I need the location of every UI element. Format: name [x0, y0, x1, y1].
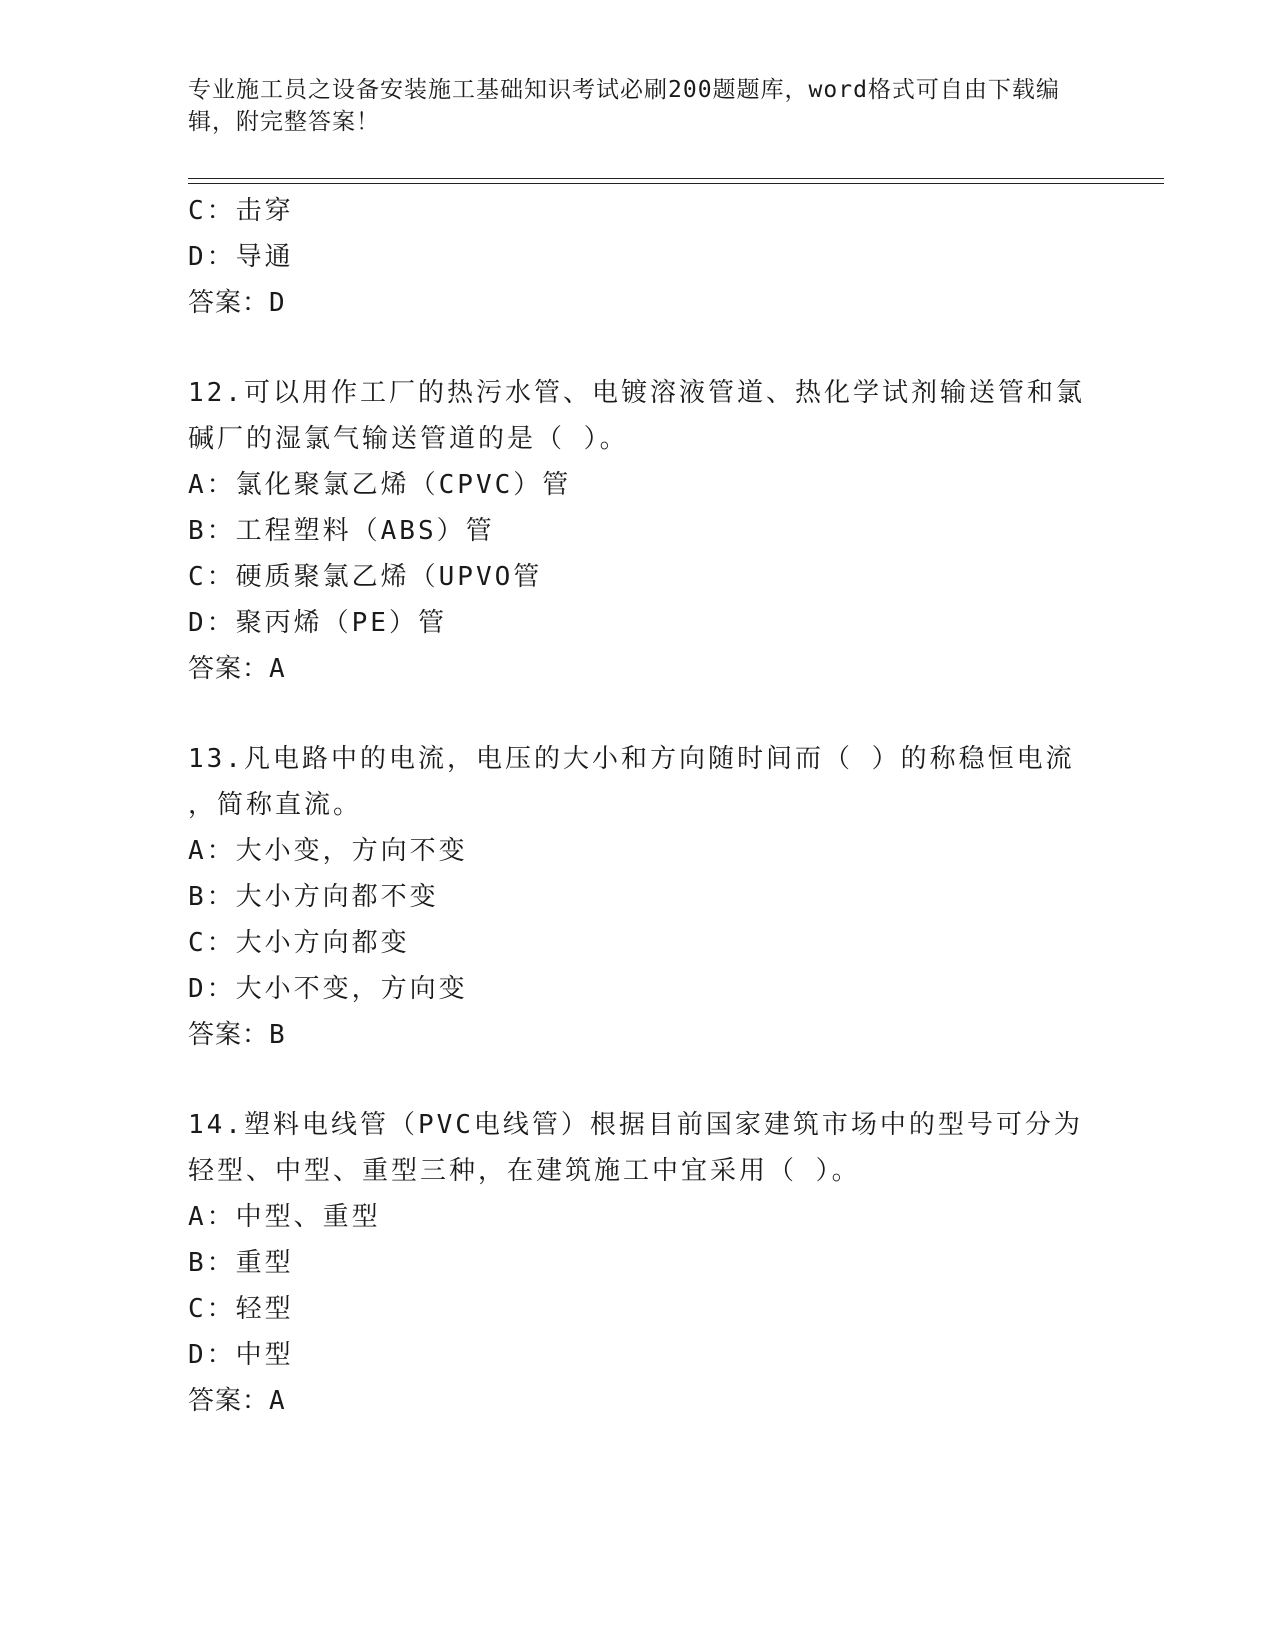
option-c: C：硬质聚氯乙烯（UPVO管 — [188, 562, 543, 592]
question-stem-line: 14.塑料电线管（PVC电线管）根据目前国家建筑市场中的型号可分为 — [188, 1110, 1083, 1140]
question-block-14 — [188, 1102, 1088, 1424]
option-a: A：大小变，方向不变 — [188, 836, 468, 866]
spacer — [188, 1058, 1088, 1102]
question-stem-line: 13.凡电路中的电流，电压的大小和方向随时间而（ ）的称稳恒电流 — [188, 744, 1075, 774]
option-d: D：聚丙烯（PE）管 — [188, 608, 447, 638]
spacer — [188, 326, 1088, 370]
header-divider-top — [188, 178, 1164, 179]
question-block-12 — [188, 370, 1088, 692]
option-c: C：大小方向都变 — [188, 928, 410, 958]
answer-line: 答案：A — [188, 654, 286, 684]
option-b: B：重型 — [188, 1248, 294, 1278]
page-header-title: 专业施工员之设备安装施工基础知识考试必刷200题题库，word格式可自由下载编辑，附完整答案！ — [188, 77, 1060, 135]
option-b: B：大小方向都不变 — [188, 882, 439, 912]
header-divider-bottom — [188, 183, 1164, 184]
question-content — [188, 188, 1088, 1424]
question-stem-line: 碱厂的湿氯气输送管道的是（ ）。 — [188, 424, 629, 454]
option-a: A：中型、重型 — [188, 1202, 381, 1232]
option-b: B：工程塑料（ABS）管 — [188, 516, 495, 546]
question-block-13 — [188, 736, 1088, 1058]
option-c: C：轻型 — [188, 1294, 294, 1324]
question-stem-line: 12.可以用作工厂的热污水管、电镀溶液管道、热化学试剂输送管和氯 — [188, 378, 1085, 408]
answer-line: 答案：B — [188, 1020, 286, 1050]
answer-line: 答案：A — [188, 1386, 286, 1416]
answer-line: 答案：D — [188, 288, 286, 318]
option-c: C：击穿 — [188, 196, 294, 226]
option-d: D：大小不变，方向变 — [188, 974, 468, 1004]
question-stem-line: 轻型、中型、重型三种，在建筑施工中宜采用（ ）。 — [188, 1156, 861, 1186]
spacer — [188, 692, 1088, 736]
option-a: A：氯化聚氯乙烯（CPVC）管 — [188, 470, 572, 500]
question-stem-line: ，简称直流。 — [188, 790, 363, 820]
option-d: D：导通 — [188, 242, 294, 272]
question-block-continued — [188, 188, 1088, 326]
option-d: D：中型 — [188, 1340, 294, 1370]
